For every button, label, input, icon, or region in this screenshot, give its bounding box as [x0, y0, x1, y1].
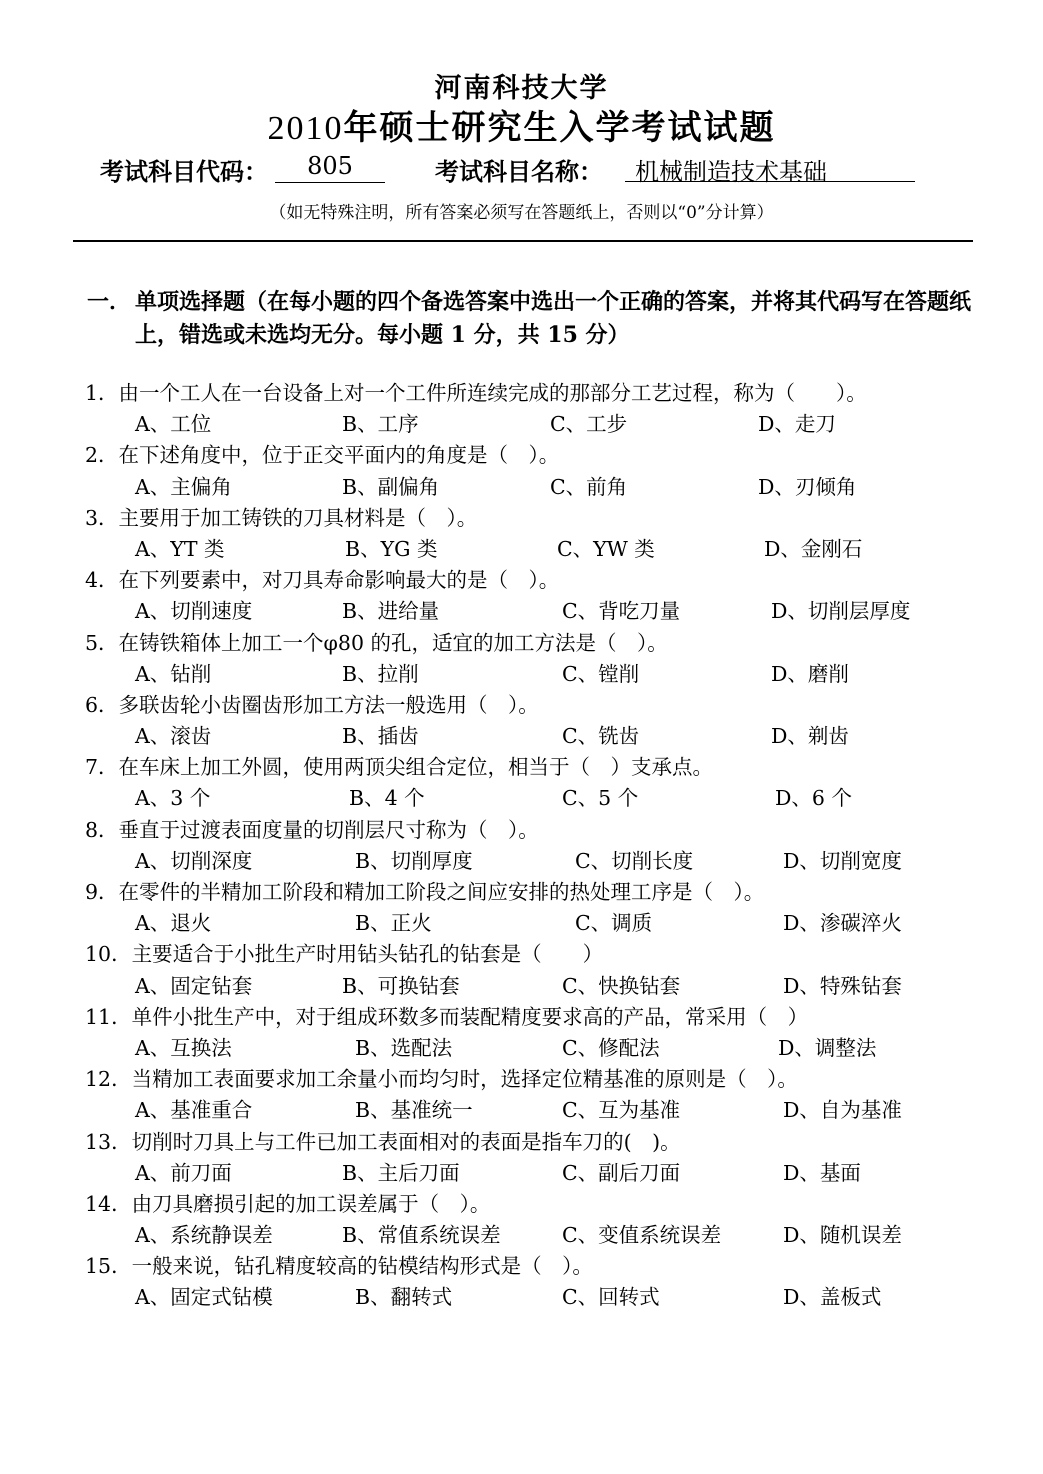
question-12-options: [85, 1095, 985, 1126]
subject-code-value: 805: [275, 152, 385, 183]
question-6-options: [85, 721, 985, 752]
question-6-option-a: A、滚齿: [135, 724, 212, 749]
question-12-option-b: B、基准统一: [355, 1098, 473, 1123]
question-2-option-d: D、刃倾角: [758, 474, 857, 499]
question-8-option-a: A、切削深度: [135, 848, 253, 873]
subject-name-label: 考试科目名称：: [435, 157, 603, 186]
question-15-option-b: B、翻转式: [355, 1285, 453, 1310]
question-4-options: [85, 596, 985, 627]
question-1-options: [85, 409, 985, 440]
question-8-options: [85, 846, 985, 877]
subject-name-value: 机械制造技术基础: [625, 152, 915, 182]
question-1-option-b: B、工序: [342, 412, 419, 437]
question-11-options: [85, 1033, 985, 1064]
question-4-option-d: D、切削层厚度: [771, 599, 911, 624]
question-4-stem: 4．在下列要素中，对刀具寿命影响最大的是（ ）。: [85, 568, 560, 593]
question-15-options: [85, 1282, 985, 1313]
question-2-options: [85, 472, 985, 503]
question-14-option-a: A、系统静误差: [135, 1223, 273, 1248]
question-9-stem: 9．在零件的半精加工阶段和精加工阶段之间应安排的热处理工序是（ ）。: [85, 880, 765, 904]
question-1-option-a: A、工位: [135, 412, 212, 437]
question-10-option-a: A、固定钻套: [135, 973, 253, 998]
question-5-stem: 5．在铸铁箱体上加工一个φ80 的孔，适宜的加工方法是（ ）。: [85, 630, 668, 655]
question-6-stem: 6．多联齿轮小齿圈齿形加工方法一般选用（ ）。: [85, 692, 539, 717]
question-7-option-c: C、5 个: [562, 786, 639, 811]
question-9-option-b: B、正火: [355, 911, 432, 936]
question-11-option-d: D、调整法: [778, 1035, 877, 1060]
question-4-option-a: A、切削速度: [135, 599, 253, 624]
question-11-option-a: A、互换法: [135, 1035, 232, 1060]
question-5-options: [85, 659, 985, 690]
section-heading: [87, 286, 977, 352]
exam-title-text: 年硕士研究生入学考试试题: [343, 108, 776, 148]
question-12-option-c: C、互为基准: [562, 1098, 681, 1123]
question-1-option-d: D、走刀: [758, 412, 836, 437]
question-7-option-b: B、4 个: [349, 786, 425, 811]
question-6-option-b: B、插齿: [342, 724, 419, 749]
question-14-stem: 14．由刀具磨损引起的加工误差属于（ ）。: [85, 1191, 491, 1216]
question-4-option-b: B、进给量: [342, 599, 440, 624]
question-3-options: [85, 534, 985, 565]
question-8-stem: 8．垂直于过渡表面度量的切削层尺寸称为（ ）。: [85, 817, 539, 842]
question-2-option-b: B、副偏角: [342, 474, 440, 499]
question-10-options: [85, 971, 985, 1002]
question-8-option-d: D、切削宽度: [783, 848, 902, 873]
header-divider: [73, 240, 973, 242]
question-4-option-c: C、背吃刀量: [562, 599, 681, 624]
question-14-option-b: B、常值系统误差: [342, 1223, 501, 1248]
question-12-option-d: D、自为基准: [783, 1098, 902, 1123]
school-name: 河南科技大学: [434, 73, 609, 104]
question-10-stem: 10．主要适合于小批生产时用钻头钻孔的钻套是（ ）: [85, 942, 604, 967]
question-7-option-a: A、3 个: [135, 786, 211, 811]
question-3-stem: 3．主要用于加工铸铁的刀具材料是（ ）。: [85, 505, 478, 530]
question-2-option-a: A、主偏角: [135, 474, 232, 499]
question-7-options: [85, 783, 985, 814]
question-13-option-d: D、基面: [783, 1160, 861, 1185]
question-15-stem: 15．一般来说，钻孔精度较高的钻模结构形式是（ ）。: [85, 1254, 593, 1279]
question-9-option-a: A、退火: [135, 911, 212, 936]
question-7-stem: 7．在车床上加工外圆，使用两顶尖组合定位，相当于（ ）支承点。: [85, 755, 714, 780]
question-11-stem: 11．单件小批生产中，对于组成环数多而装配精度要求高的产品，常采用（ ）: [85, 1004, 809, 1029]
question-1-stem: 1．由一个工人在一台设备上对一个工件所连续完成的那部分工艺过程，称为（ ）。: [85, 381, 867, 405]
subject-code-label: 考试科目代码：: [100, 157, 268, 186]
question-14-option-d: D、随机误差: [783, 1223, 902, 1248]
question-2-stem: 2．在下述角度中，位于正交平面内的角度是（ ）。: [85, 443, 560, 468]
question-14-option-c: C、变值系统误差: [562, 1223, 722, 1248]
exam-title: [0, 100, 1043, 149]
question-5-option-a: A、钻削: [135, 661, 212, 686]
answer-notice: （如无特殊注明，所有答案必须写在答题纸上，否则以“0”分计算）: [269, 203, 774, 223]
question-list: [85, 378, 985, 1314]
question-13-stem: 13．切削时刀具上与工件已加工表面相对的表面是指车刀的( )。: [85, 1129, 681, 1154]
question-11-option-c: C、修配法: [562, 1035, 660, 1060]
section-instructions: 单项选择题（在每小题的四个备选答案中选出一个正确的答案，并将其代码写在答题纸上，错选或未选均无分。每小题 1 分，共 15 分）: [135, 289, 972, 348]
question-10-option-d: D、特殊钻套: [783, 973, 902, 998]
subject-row: [100, 152, 920, 188]
question-3-option-b: B、YG 类: [345, 536, 438, 561]
question-2-option-c: C、前角: [550, 474, 628, 499]
question-12-option-a: A、基准重合: [135, 1098, 253, 1123]
question-5-option-d: D、磨削: [771, 661, 849, 686]
question-7-option-d: D、6 个: [775, 786, 852, 811]
question-8-option-b: B、切削厚度: [355, 848, 473, 873]
question-15-option-d: D、盖板式: [783, 1285, 882, 1310]
question-13-option-a: A、前刀面: [135, 1160, 232, 1185]
question-15-option-c: C、回转式: [562, 1285, 660, 1310]
question-9-option-c: C、调质: [575, 911, 653, 936]
question-3-option-d: D、金刚石: [764, 536, 863, 561]
exam-year: 2010: [267, 110, 344, 147]
question-1-option-c: C、工步: [550, 412, 628, 437]
question-5-option-c: C、镗削: [562, 661, 640, 686]
question-11-option-b: B、选配法: [355, 1035, 453, 1060]
question-3-option-c: C、YW 类: [557, 536, 655, 561]
question-6-option-c: C、铣齿: [562, 724, 640, 749]
question-9-options: [85, 908, 985, 939]
question-12-stem: 12．当精加工表面要求加工余量小而均匀时，选择定位精基准的原则是（ ）。: [85, 1067, 798, 1092]
question-3-option-a: A、YT 类: [135, 536, 225, 561]
question-6-option-d: D、剃齿: [771, 724, 849, 749]
question-13-option-c: C、副后刀面: [562, 1160, 681, 1185]
question-10-option-c: C、快换钻套: [562, 973, 681, 998]
question-10-option-b: B、可换钻套: [342, 973, 460, 998]
section-number: 一．: [87, 289, 132, 315]
question-5-option-b: B、拉削: [342, 661, 419, 686]
question-9-option-d: D、渗碳淬火: [783, 911, 902, 936]
question-8-option-c: C、切削长度: [575, 848, 694, 873]
question-13-option-b: B、主后刀面: [342, 1160, 460, 1185]
question-13-options: [85, 1158, 985, 1189]
question-14-options: [85, 1220, 985, 1251]
question-15-option-a: A、固定式钻模: [135, 1285, 273, 1310]
